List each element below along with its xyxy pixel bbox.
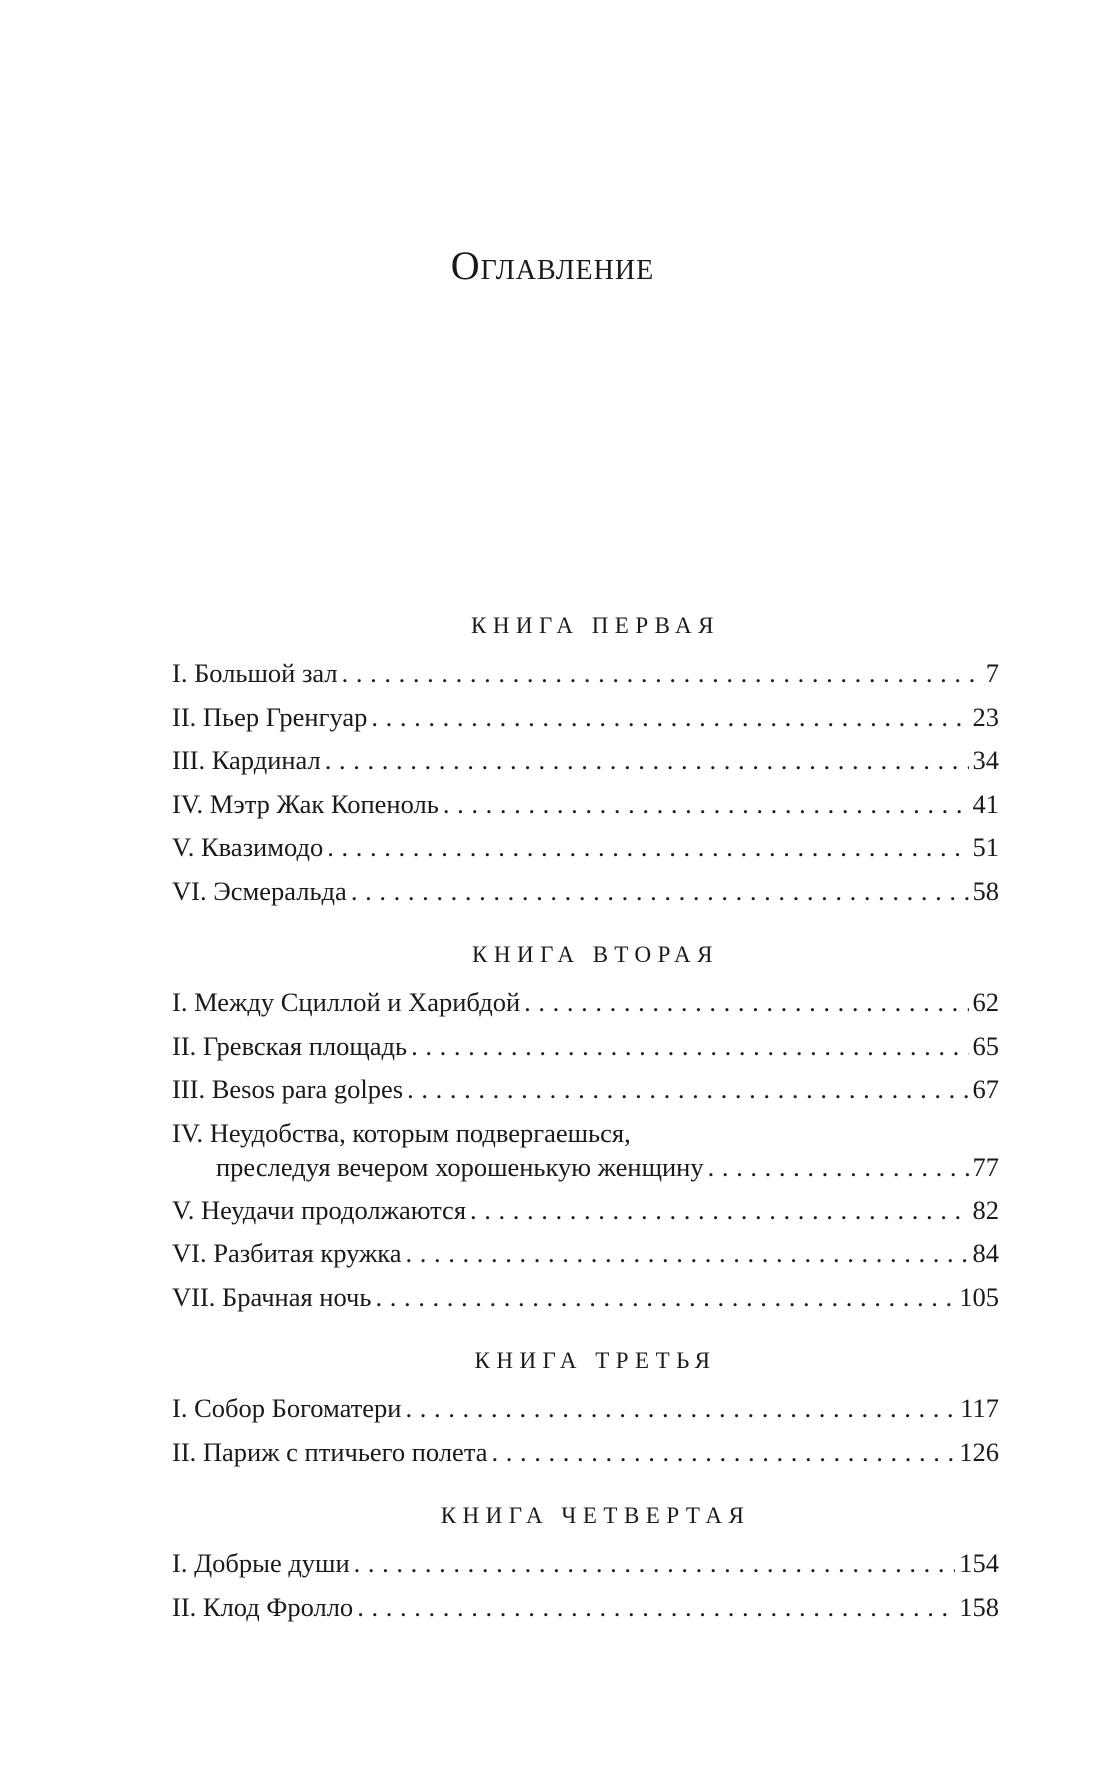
toc-entry[interactable] (172, 1542, 999, 1586)
dot-leader (708, 1150, 969, 1184)
chapter-title: II. Пьер Гренгуар (172, 701, 368, 732)
toc-entry[interactable] (172, 870, 999, 914)
dot-leader (351, 870, 969, 914)
dot-leader (342, 652, 982, 696)
dot-leader (470, 1189, 968, 1233)
book-heading: КНИГА ПЕРВАЯ (470, 613, 720, 638)
page-number: 84 (972, 1238, 999, 1268)
chapter-title: II. Париж с птичьего полета (172, 1436, 488, 1467)
page-number: 117 (960, 1393, 999, 1423)
chapter-title: III. Besos para golpes (172, 1074, 404, 1104)
table-of-contents (172, 600, 999, 1629)
book-section (172, 929, 999, 1319)
chapter-title: VII. Брачная ночь (172, 1281, 372, 1312)
chapter-title-continuation: преследуя вечером хорошенькую женщину (216, 1151, 704, 1182)
dot-leader (371, 696, 968, 740)
page-number: 65 (972, 1030, 999, 1061)
page-number: 82 (972, 1194, 999, 1225)
dot-leader (405, 1387, 956, 1431)
chapter-title: IV. Неудобства, которым подвергаешься, (172, 1117, 631, 1148)
dot-leader (492, 1431, 956, 1475)
toc-entry[interactable] (172, 1387, 999, 1431)
toc-entry[interactable] (172, 1112, 999, 1189)
book-heading: КНИГА ВТОРАЯ (472, 942, 719, 967)
page-number: 23 (972, 701, 999, 732)
page-number: 77 (972, 1151, 999, 1182)
chapter-title: V. Квазимодо (172, 832, 324, 862)
toc-entry[interactable] (172, 1232, 999, 1276)
dot-leader (411, 1025, 968, 1069)
chapter-title: VI. Разбитая кружка (172, 1238, 402, 1268)
toc-entry[interactable] (172, 1276, 999, 1320)
dot-leader (375, 1276, 955, 1320)
dot-leader (407, 1068, 968, 1112)
dot-leader (443, 783, 969, 827)
chapter-title: I. Собор Богоматери (172, 1393, 402, 1423)
page-number: 105 (959, 1281, 999, 1312)
page-number: 67 (972, 1074, 999, 1104)
book-section (172, 1490, 999, 1629)
book-heading: КНИГА ТРЕТЬЯ (474, 1348, 717, 1373)
toc-entry[interactable] (172, 1431, 999, 1475)
book-section (172, 1335, 999, 1474)
chapter-title: III. Кардинал (172, 745, 321, 775)
page-title: Оглавление (450, 243, 655, 288)
chapter-title: I. Между Сциллой и Харибдой (172, 987, 521, 1017)
chapter-title: IV. Мэтр Жак Копеноль (172, 788, 439, 819)
page-number: 51 (972, 832, 999, 862)
page-number: 34 (972, 745, 999, 775)
dot-leader (357, 1586, 955, 1630)
toc-entry[interactable] (172, 696, 999, 740)
book-heading: КНИГА ЧЕТВЕРТАЯ (440, 1503, 751, 1528)
toc-entry[interactable] (172, 652, 999, 696)
page-number: 58 (972, 875, 999, 906)
toc-entry[interactable] (172, 1068, 999, 1112)
toc-entry[interactable] (172, 1586, 999, 1630)
chapter-title: II. Гревская площадь (172, 1030, 408, 1061)
chapter-title: V. Неудачи продолжаются (172, 1194, 467, 1225)
page-number: 126 (959, 1436, 999, 1467)
dot-leader (406, 1232, 969, 1276)
page-number: 62 (972, 987, 999, 1017)
toc-entry[interactable] (172, 1189, 999, 1233)
page-number: 7 (985, 658, 999, 688)
book-section (172, 600, 999, 913)
page-number: 154 (959, 1548, 999, 1578)
dot-leader (325, 739, 969, 783)
toc-entry[interactable] (172, 1025, 999, 1069)
dot-leader (327, 826, 968, 870)
dot-leader (354, 1542, 956, 1586)
chapter-title: II. Клод Фролло (172, 1591, 354, 1622)
chapter-title: VI. Эсмеральда (172, 875, 347, 906)
chapter-title: I. Большой зал (172, 658, 338, 688)
dot-leader (524, 981, 968, 1025)
chapter-title: I. Добрые души (172, 1548, 350, 1578)
toc-entry[interactable] (172, 981, 999, 1025)
toc-entry[interactable] (172, 739, 999, 783)
toc-entry[interactable] (172, 826, 999, 870)
page-number: 41 (972, 788, 999, 819)
page-number: 158 (959, 1591, 999, 1622)
toc-entry[interactable] (172, 783, 999, 827)
